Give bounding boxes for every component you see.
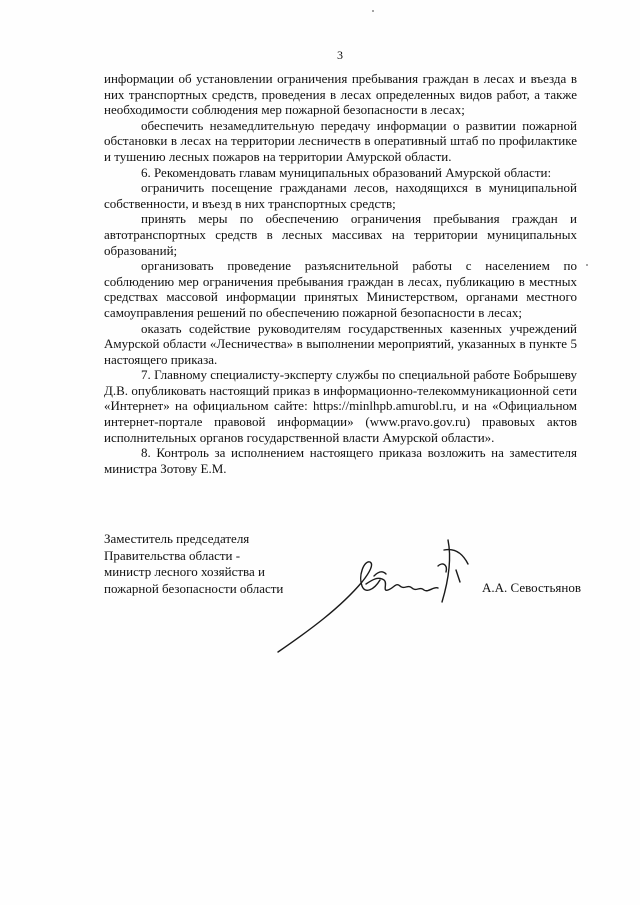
page-number: 3	[337, 48, 343, 62]
paragraph: информации об установлении ограничения пребывания граждан в лесах и въезда в них транспортных средств, проведения в лесах определенных видов работ, а также необходимости соблюдения мер пожарной безопасности в лесах;	[104, 71, 577, 118]
paragraph: оказать содействие руководителям государственных казенных учреждений Амурской области «Лесничества» в выполнении мероприятий, указанных в пункте 5 настоящего приказа.	[104, 320, 577, 367]
signatory-title-line: пожарной безопасности области	[104, 580, 284, 596]
scan-speck	[372, 10, 374, 12]
paragraph: 8. Контроль за исполнением настоящего приказа возложить на заместителя министра Зотову Е.М.	[104, 445, 577, 476]
paragraph: организовать проведение разъяснительной работы с населением по соблюдению мер ограничения пребывания граждан в лесах, публикацию в местных средствах массовой информации принятых Министерством, органами местного самоуправления решений по обеспечению пожарной безопасности в лесах;	[104, 258, 577, 320]
signatory-name: А.А. Севостьянов	[482, 580, 581, 595]
paragraph: 6. Рекомендовать главам муниципальных образований Амурской области:	[141, 164, 552, 180]
signatory-title-line: Правительства области -	[104, 547, 241, 563]
paragraph: принять меры по обеспечению ограничения пребывания граждан и автотранспортных средств в лесных массивах на территории муниципальных образований;	[104, 211, 577, 258]
handwritten-signature	[270, 520, 480, 660]
paragraph: обеспечить незамедлительную передачу информации о развитии пожарной обстановки в лесах на территории лесничеств в оперативный штаб по профилактике и тушению лесных пожаров на территории Амурской области.	[104, 117, 577, 164]
paragraph: 7. Главному специалисту-эксперту службы по специальной работе Бобрышеву Д.В. опубликовать настоящий приказ в информационно-телекоммуникационной сети «Интернет» на официальном сайте: https://minlhpb.amurobl.ru, и на «Официальном интернет-портале правовой информации» (www.pravo.gov.ru) правовых актов исполнительных органов государственной власти Амурской области».	[104, 367, 577, 445]
signatory-title-line: Заместитель председателя	[104, 531, 250, 546]
document-body	[104, 71, 577, 476]
signatory-title-line: министр лесного хозяйства и	[104, 564, 265, 579]
scan-speck	[586, 264, 588, 266]
paragraph: ограничить посещение гражданами лесов, находящихся в муниципальной собственности, и въезд в них транспортных средств;	[104, 180, 577, 211]
